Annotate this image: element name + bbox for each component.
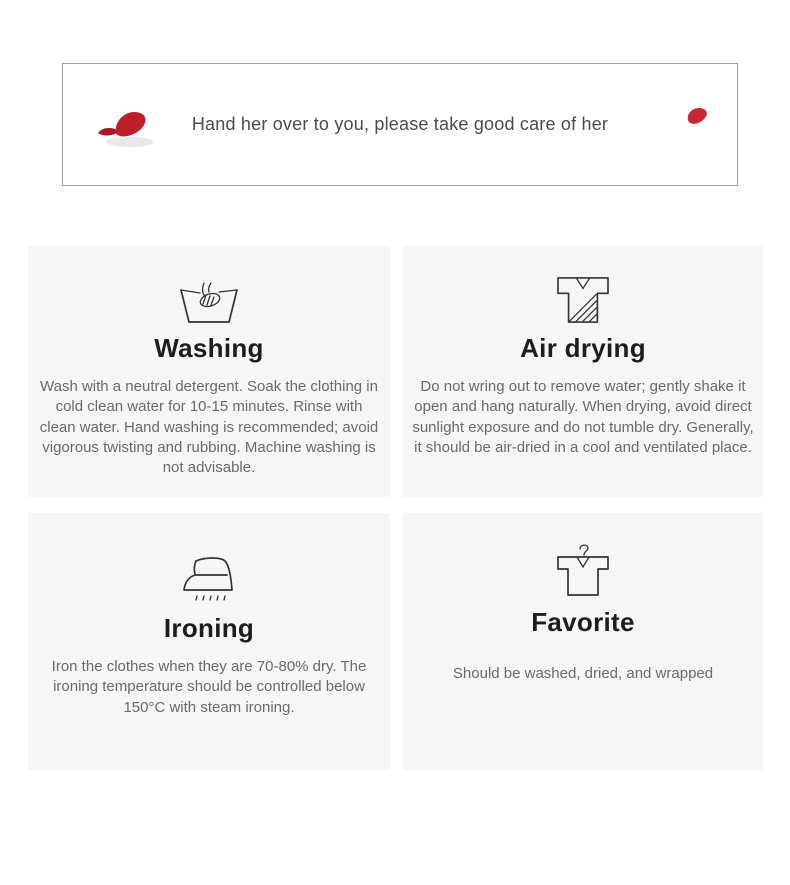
card-body-ironing: Iron the clothes when they are 70-80% dry. The ironing temperature should be controlled below 150°C with steam ironing. xyxy=(51,658,367,716)
card-ironing xyxy=(28,513,390,770)
card-washing xyxy=(28,246,390,497)
card-favorite xyxy=(403,513,763,770)
card-title-air-drying: Air drying xyxy=(520,333,646,363)
iron-icon xyxy=(181,553,237,605)
care-cards-grid xyxy=(28,246,763,770)
banner xyxy=(62,63,738,186)
red-petal-decoration-left xyxy=(96,102,168,150)
hand-wash-icon xyxy=(179,279,239,325)
hanger-shirt-icon xyxy=(555,543,611,599)
card-body-washing: Wash with a neutral detergent. Soak the clothing in cold clean water for 10-15 minutes. Rinse with clean water. Hand washing is recommended; avoid vigorous twisting and rubbing. Machine washing is not advisable. xyxy=(39,378,379,476)
card-title-washing: Washing xyxy=(154,333,264,363)
red-petal-decoration-right xyxy=(685,106,711,128)
card-body-favorite: Should be washed, dried, and wrapped xyxy=(452,665,714,682)
banner-text: Hand her over to you, please take good care of her xyxy=(191,114,609,134)
card-body-air-drying: Do not wring out to remove water; gently shake it open and hang naturally. When drying, avoid direct sunlight exposure and do not tumble dry. Generally, it should be air-dried in a cool and ventilated place. xyxy=(412,378,754,456)
card-title-ironing: Ironing xyxy=(163,613,255,643)
card-air-drying xyxy=(403,246,763,497)
drip-dry-shirt-icon xyxy=(555,279,611,325)
card-title-favorite: Favorite xyxy=(531,607,635,637)
